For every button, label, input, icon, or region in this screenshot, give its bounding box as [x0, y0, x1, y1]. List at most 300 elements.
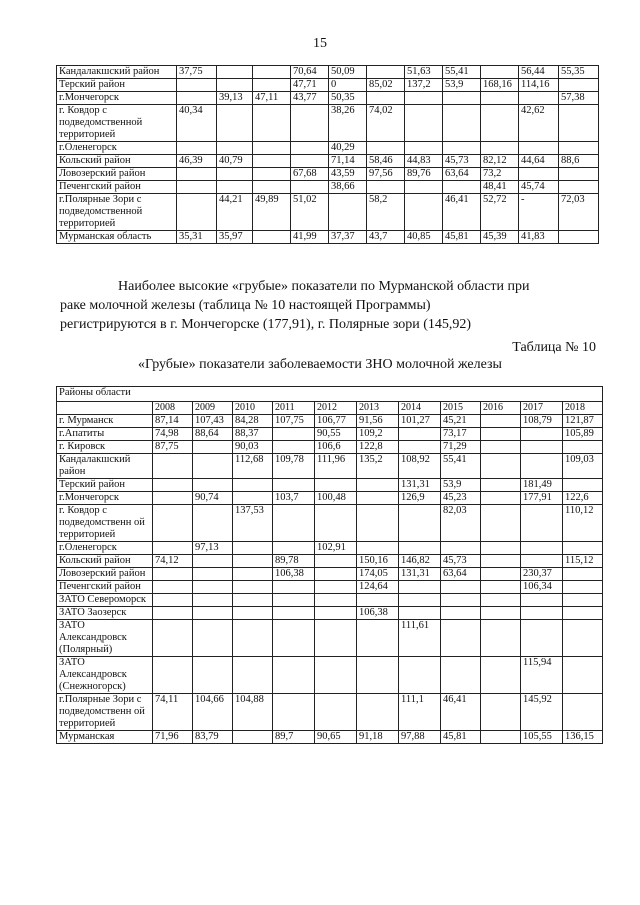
value-cell [193, 568, 233, 581]
value-cell: 44,83 [405, 155, 443, 168]
value-cell: 73,17 [441, 428, 481, 441]
value-cell [315, 505, 357, 542]
year-header-cell: 2009 [193, 402, 233, 415]
value-cell [481, 142, 519, 155]
value-cell: 83,79 [193, 731, 233, 744]
value-cell [357, 505, 399, 542]
value-cell [273, 694, 315, 731]
value-cell: 45,73 [443, 155, 481, 168]
value-cell [291, 105, 329, 142]
table-row [57, 492, 603, 505]
value-cell: 43,77 [291, 92, 329, 105]
district-cell: Мурманская область [57, 231, 177, 244]
value-cell [217, 142, 253, 155]
value-cell [563, 694, 603, 731]
value-cell [153, 581, 193, 594]
value-cell: 38,26 [329, 105, 367, 142]
table-row [57, 231, 599, 244]
value-cell: 105,89 [563, 428, 603, 441]
value-cell: 177,91 [521, 492, 563, 505]
body-paragraph [60, 277, 600, 334]
value-cell [481, 66, 519, 79]
table-row [57, 657, 603, 694]
value-cell: 39,13 [217, 92, 253, 105]
table-row [57, 105, 599, 142]
value-cell [315, 620, 357, 657]
value-cell [519, 92, 559, 105]
value-cell [559, 231, 599, 244]
value-cell [177, 168, 217, 181]
value-cell [253, 181, 291, 194]
year-row [57, 402, 603, 415]
value-cell: 126,9 [399, 492, 441, 505]
value-cell: 122,6 [563, 492, 603, 505]
value-cell: 89,7 [273, 731, 315, 744]
value-cell: 67,68 [291, 168, 329, 181]
value-cell [357, 620, 399, 657]
district-cell: г.Оленегорск [57, 142, 177, 155]
value-cell [563, 607, 603, 620]
district-cell: Кольский район [57, 555, 153, 568]
value-cell: 108,92 [399, 454, 441, 479]
district-cell: Терский район [57, 79, 177, 92]
value-cell [481, 492, 521, 505]
district-cell: г. Ковдор с подведомственной территорией [57, 105, 177, 142]
value-cell [443, 142, 481, 155]
value-cell [217, 79, 253, 92]
value-cell [177, 181, 217, 194]
value-cell [253, 142, 291, 155]
value-cell [481, 505, 521, 542]
value-cell [405, 194, 443, 231]
value-cell [315, 581, 357, 594]
value-cell: 111,1 [399, 694, 441, 731]
value-cell [405, 92, 443, 105]
value-cell [405, 105, 443, 142]
value-cell: 70,64 [291, 66, 329, 79]
value-cell [153, 454, 193, 479]
value-cell: 74,12 [153, 555, 193, 568]
value-cell [233, 555, 273, 568]
value-cell: 71,29 [441, 441, 481, 454]
value-cell: 104,66 [193, 694, 233, 731]
value-cell: - [519, 194, 559, 231]
value-cell: 58,2 [367, 194, 405, 231]
value-cell [193, 441, 233, 454]
value-cell: 104,88 [233, 694, 273, 731]
value-cell: 37,37 [329, 231, 367, 244]
value-cell: 230,37 [521, 568, 563, 581]
value-cell [521, 428, 563, 441]
table-row [57, 155, 599, 168]
value-cell: 89,78 [273, 555, 315, 568]
value-cell [253, 79, 291, 92]
value-cell [315, 568, 357, 581]
value-cell: 43,59 [329, 168, 367, 181]
value-cell [153, 620, 193, 657]
value-cell: 115,94 [521, 657, 563, 694]
value-cell: 55,41 [441, 454, 481, 479]
value-cell: 106,6 [315, 441, 357, 454]
value-cell: 50,09 [329, 66, 367, 79]
value-cell: 137,2 [405, 79, 443, 92]
value-cell: 52,72 [481, 194, 519, 231]
value-cell [399, 657, 441, 694]
value-cell: 58,46 [367, 155, 405, 168]
value-cell [481, 731, 521, 744]
value-cell [273, 657, 315, 694]
value-cell [153, 542, 193, 555]
value-cell [233, 594, 273, 607]
value-cell: 85,02 [367, 79, 405, 92]
value-cell [563, 479, 603, 492]
value-cell [357, 542, 399, 555]
value-cell: 44,64 [519, 155, 559, 168]
value-cell: 100,48 [315, 492, 357, 505]
table-label: Таблица № 10 [512, 340, 596, 355]
district-cell: Ловозерский район [57, 568, 153, 581]
district-cell: Кандалакшский район [57, 454, 153, 479]
value-cell [315, 657, 357, 694]
value-cell [273, 620, 315, 657]
value-cell [521, 542, 563, 555]
value-cell [153, 594, 193, 607]
district-cell: г.Мончегорск [57, 492, 153, 505]
value-cell [481, 581, 521, 594]
value-cell [481, 568, 521, 581]
value-cell: 89,76 [405, 168, 443, 181]
header-label-cell: Районы области [57, 387, 603, 402]
year-header-cell: 2014 [399, 402, 441, 415]
value-cell: 44,21 [217, 194, 253, 231]
header-row [57, 387, 603, 402]
table-row [57, 505, 603, 542]
value-cell: 88,6 [559, 155, 599, 168]
value-cell: 74,98 [153, 428, 193, 441]
value-cell [367, 66, 405, 79]
value-cell [253, 105, 291, 142]
value-cell [315, 694, 357, 731]
value-cell [177, 92, 217, 105]
value-cell: 168,16 [481, 79, 519, 92]
value-cell [233, 479, 273, 492]
value-cell [481, 92, 519, 105]
value-cell: 146,82 [399, 555, 441, 568]
value-cell [315, 479, 357, 492]
value-cell: 90,74 [193, 492, 233, 505]
value-cell: 40,34 [177, 105, 217, 142]
value-cell [481, 657, 521, 694]
value-cell [367, 142, 405, 155]
value-cell: 97,13 [193, 542, 233, 555]
value-cell: 38,66 [329, 181, 367, 194]
value-cell [233, 607, 273, 620]
district-cell: г.Полярные Зори с подведомственной территорией [57, 194, 177, 231]
value-cell [291, 181, 329, 194]
value-cell: 74,02 [367, 105, 405, 142]
value-cell [481, 542, 521, 555]
value-cell: 84,28 [233, 415, 273, 428]
value-cell: 112,68 [233, 454, 273, 479]
value-cell [193, 479, 233, 492]
value-cell: 40,85 [405, 231, 443, 244]
value-cell: 103,7 [273, 492, 315, 505]
value-cell [563, 620, 603, 657]
value-cell [193, 454, 233, 479]
value-cell [217, 168, 253, 181]
year-header-cell: 2012 [315, 402, 357, 415]
value-cell [153, 568, 193, 581]
year-header-cell: 2008 [153, 402, 193, 415]
paragraph-line-1: Наиболее высокие «грубые» показатели по Мурманской области при [118, 279, 530, 294]
district-cell: г.Полярные Зори с подведомственн ой территорией [57, 694, 153, 731]
value-cell: 35,31 [177, 231, 217, 244]
value-cell [329, 194, 367, 231]
value-cell: 55,41 [443, 66, 481, 79]
value-cell: 91,18 [357, 731, 399, 744]
value-cell [441, 594, 481, 607]
value-cell [481, 555, 521, 568]
value-cell [193, 594, 233, 607]
value-cell: 55,35 [559, 66, 599, 79]
value-cell: 46,41 [443, 194, 481, 231]
page-number: 15 [313, 36, 327, 51]
value-cell [399, 607, 441, 620]
table-10 [56, 386, 603, 744]
value-cell [367, 92, 405, 105]
value-cell [177, 194, 217, 231]
value-cell [559, 181, 599, 194]
district-cell: Ловозерский район [57, 168, 177, 181]
value-cell [559, 79, 599, 92]
value-cell [481, 479, 521, 492]
value-cell: 106,77 [315, 415, 357, 428]
table-row [57, 194, 599, 231]
value-cell [441, 581, 481, 594]
value-cell [521, 607, 563, 620]
value-cell: 45,39 [481, 231, 519, 244]
table-row [57, 66, 599, 79]
value-cell [441, 657, 481, 694]
value-cell [253, 231, 291, 244]
value-cell [291, 142, 329, 155]
value-cell [563, 441, 603, 454]
value-cell: 40,79 [217, 155, 253, 168]
value-cell: 63,64 [441, 568, 481, 581]
district-cell: ЗАТО Североморск [57, 594, 153, 607]
value-cell: 106,38 [357, 607, 399, 620]
value-cell: 51,02 [291, 194, 329, 231]
value-cell [521, 594, 563, 607]
value-cell: 121,87 [563, 415, 603, 428]
value-cell: 87,14 [153, 415, 193, 428]
year-header-cell: 2013 [357, 402, 399, 415]
value-cell: 82,03 [441, 505, 481, 542]
value-cell [273, 505, 315, 542]
district-cell: Печенгский район [57, 581, 153, 594]
value-cell [217, 66, 253, 79]
value-cell [153, 505, 193, 542]
district-cell: Терский район [57, 479, 153, 492]
table-row [57, 581, 603, 594]
value-cell [217, 105, 253, 142]
district-cell: Печенгский район [57, 181, 177, 194]
value-cell [253, 168, 291, 181]
value-cell [273, 581, 315, 594]
value-cell [563, 581, 603, 594]
value-cell [563, 657, 603, 694]
value-cell: 35,97 [217, 231, 253, 244]
value-cell: 90,03 [233, 441, 273, 454]
value-cell: 131,31 [399, 479, 441, 492]
value-cell: 174,05 [357, 568, 399, 581]
value-cell [357, 657, 399, 694]
value-cell: 45,81 [443, 231, 481, 244]
district-cell: ЗАТО Александровск (Полярный) [57, 620, 153, 657]
table-row [57, 731, 603, 744]
value-cell [273, 542, 315, 555]
value-cell [443, 92, 481, 105]
value-cell [357, 479, 399, 492]
value-cell: 91,56 [357, 415, 399, 428]
value-cell: 45,74 [519, 181, 559, 194]
district-cell: г.Оленегорск [57, 542, 153, 555]
value-cell [441, 542, 481, 555]
value-cell [153, 607, 193, 620]
table-row [57, 428, 603, 441]
year-header-cell: 2018 [563, 402, 603, 415]
table-row [57, 694, 603, 731]
value-cell: 145,92 [521, 694, 563, 731]
value-cell: 46,41 [441, 694, 481, 731]
value-cell [399, 594, 441, 607]
value-cell: 88,37 [233, 428, 273, 441]
value-cell: 74,11 [153, 694, 193, 731]
value-cell [481, 105, 519, 142]
table-row [57, 479, 603, 492]
table-upper [56, 65, 599, 244]
paragraph-line-2: раке молочной железы (таблица № 10 настоящей Программы) [60, 298, 431, 313]
value-cell [563, 594, 603, 607]
value-cell: 90,65 [315, 731, 357, 744]
district-cell: ЗАТО Александровск (Снежногорск) [57, 657, 153, 694]
value-cell [481, 620, 521, 657]
value-cell [481, 594, 521, 607]
district-cell: г. Мурманск [57, 415, 153, 428]
value-cell: 48,41 [481, 181, 519, 194]
value-cell [315, 607, 357, 620]
value-cell: 72,03 [559, 194, 599, 231]
table-row [57, 142, 599, 155]
value-cell [521, 454, 563, 479]
value-cell [217, 181, 253, 194]
table-row [57, 454, 603, 479]
value-cell: 136,15 [563, 731, 603, 744]
value-cell [273, 479, 315, 492]
value-cell: 88,64 [193, 428, 233, 441]
value-cell: 111,61 [399, 620, 441, 657]
value-cell: 150,16 [357, 555, 399, 568]
table-title: «Грубые» показатели заболеваемости ЗНО молочной железы [138, 357, 502, 372]
value-cell [367, 181, 405, 194]
value-cell [291, 155, 329, 168]
value-cell [153, 492, 193, 505]
value-cell [481, 441, 521, 454]
value-cell [405, 181, 443, 194]
value-cell [233, 492, 273, 505]
value-cell [481, 454, 521, 479]
value-cell: 106,38 [273, 568, 315, 581]
value-cell: 53,9 [441, 479, 481, 492]
value-cell [357, 594, 399, 607]
value-cell [521, 441, 563, 454]
value-cell: 53,9 [443, 79, 481, 92]
value-cell [273, 441, 315, 454]
table-row [57, 594, 603, 607]
value-cell [273, 428, 315, 441]
value-cell [153, 479, 193, 492]
value-cell [233, 542, 273, 555]
value-cell [233, 731, 273, 744]
value-cell [273, 594, 315, 607]
value-cell [315, 594, 357, 607]
value-cell [193, 505, 233, 542]
table-row [57, 607, 603, 620]
value-cell: 109,78 [273, 454, 315, 479]
value-cell: 40,29 [329, 142, 367, 155]
value-cell [177, 79, 217, 92]
table-row [57, 92, 599, 105]
table-row [57, 441, 603, 454]
year-header-cell: 2011 [273, 402, 315, 415]
district-cell: Кольский район [57, 155, 177, 168]
value-cell: 45,21 [441, 415, 481, 428]
value-cell [357, 694, 399, 731]
value-cell: 122,8 [357, 441, 399, 454]
value-cell [405, 142, 443, 155]
value-cell: 109,03 [563, 454, 603, 479]
value-cell [559, 168, 599, 181]
value-cell [443, 181, 481, 194]
value-cell [441, 607, 481, 620]
value-cell: 73,2 [481, 168, 519, 181]
value-cell: 97,88 [399, 731, 441, 744]
value-cell: 41,83 [519, 231, 559, 244]
value-cell [233, 581, 273, 594]
value-cell: 135,2 [357, 454, 399, 479]
value-cell: 97,56 [367, 168, 405, 181]
year-header-cell: 2010 [233, 402, 273, 415]
value-cell: 137,53 [233, 505, 273, 542]
value-cell: 50,35 [329, 92, 367, 105]
value-cell [563, 542, 603, 555]
table-row [57, 555, 603, 568]
table-row [57, 79, 599, 92]
value-cell [399, 428, 441, 441]
value-cell [563, 568, 603, 581]
value-cell: 102,91 [315, 542, 357, 555]
district-cell: Кандалакшский район [57, 66, 177, 79]
value-cell [233, 568, 273, 581]
district-cell: г. Ковдор с подведомственн ой территорией [57, 505, 153, 542]
value-cell: 90,55 [315, 428, 357, 441]
table-row [57, 415, 603, 428]
value-cell [193, 581, 233, 594]
district-cell: ЗАТО Заозерск [57, 607, 153, 620]
table-row [57, 620, 603, 657]
value-cell [273, 607, 315, 620]
value-cell: 41,99 [291, 231, 329, 244]
